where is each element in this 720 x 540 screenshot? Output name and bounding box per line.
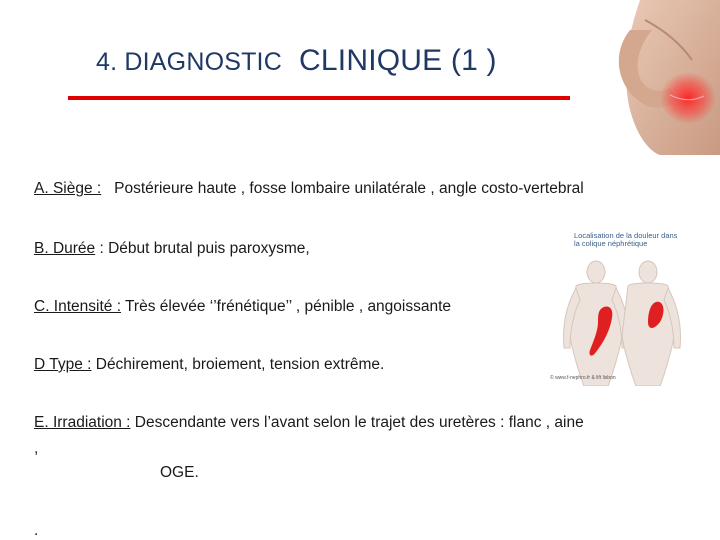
item-label: D Type : — [34, 356, 92, 373]
item-irradiation-oge — [160, 464, 199, 482]
item-siege — [34, 180, 584, 198]
title-part-2: CLINIQUE (1 ) — [299, 44, 497, 77]
item-label: C. Intensité : — [34, 298, 122, 315]
title-part-1: 4. DIAGNOSTIC — [96, 48, 282, 76]
slide-title — [96, 44, 497, 78]
item-label: A. Siège : — [34, 180, 102, 197]
item-text: OGE. — [160, 464, 199, 481]
item-irradiation-comma — [34, 440, 38, 458]
anatomy-figure — [548, 226, 690, 386]
item-text: Postérieure haute , fosse lombaire unilatérale , angle costo-vertebral — [114, 180, 584, 197]
item-text: . — [34, 522, 39, 539]
item-intensite — [34, 298, 451, 316]
item-type — [34, 356, 384, 374]
item-irradiation — [34, 414, 584, 432]
figure-caption: Localisation de la douleur dans la colique néphrétique — [574, 231, 678, 248]
item-text: Très élevée ‘’frénétique’’ , pénible , angoissante — [121, 298, 452, 315]
item-duree — [34, 240, 310, 258]
item-text: : Début brutal puis paroxysme, — [95, 240, 310, 257]
trailing-dot — [34, 522, 38, 540]
item-label: E. Irradiation : — [34, 414, 131, 431]
item-text: Descendante vers l’avant selon le trajet des uretères : flanc , aine — [130, 414, 584, 431]
item-label: B. Durée — [34, 240, 96, 257]
item-text: , — [34, 440, 39, 457]
title-underline — [68, 96, 570, 100]
back-pain-photo — [600, 0, 720, 155]
item-text: Déchirement, broiement, tension extrême. — [91, 356, 385, 373]
figure-source: © www.f-nephro.fr & lift lisbon — [550, 375, 616, 381]
